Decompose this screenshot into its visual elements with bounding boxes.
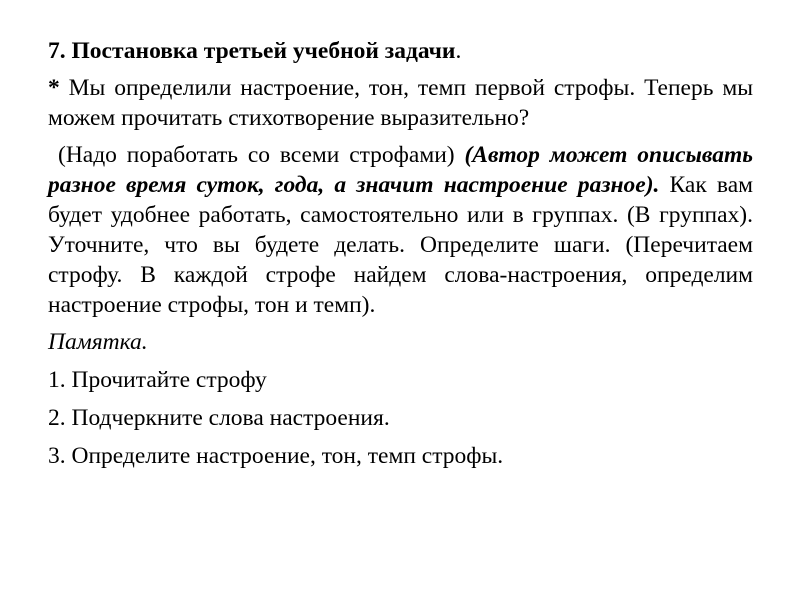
body-text-part2: Как вам будет удобнее работать, самостоятельно или в группах. (В группах). Уточните, что вы будете делать. Определите шаги. (Перечитаем строфу. В каждой строфе найдем слова-настроения, определим настроение строфы, тон и темп). bbox=[48, 172, 753, 318]
slide-content bbox=[48, 36, 753, 479]
body-paragraph bbox=[48, 140, 753, 320]
intro-paragraph bbox=[48, 73, 753, 133]
memo-item-2: 2. Подчеркните слова настроения. bbox=[48, 405, 390, 431]
task-heading-text: 7. Постановка третьей учебной задачи bbox=[48, 38, 456, 64]
memo-item-1: 1. Прочитайте строфу bbox=[48, 367, 267, 393]
memo-item-3: 3. Определите настроение, тон, темп строфы. bbox=[48, 443, 504, 469]
intro-text: Мы определили настроение, тон, темп первой строфы. Теперь мы можем прочитать стихотворение выразительно? bbox=[48, 75, 753, 131]
asterisk-marker: * bbox=[48, 75, 60, 101]
task-heading-period: . bbox=[455, 38, 462, 64]
body-text-part1: (Надо поработать со всеми строфами) bbox=[58, 142, 465, 168]
author-note-emphasis: (Автор может описывать разное время суток, года, а значит настроение разное). bbox=[48, 142, 753, 198]
memo-title: Памятка. bbox=[48, 329, 148, 355]
task-heading bbox=[48, 36, 753, 66]
